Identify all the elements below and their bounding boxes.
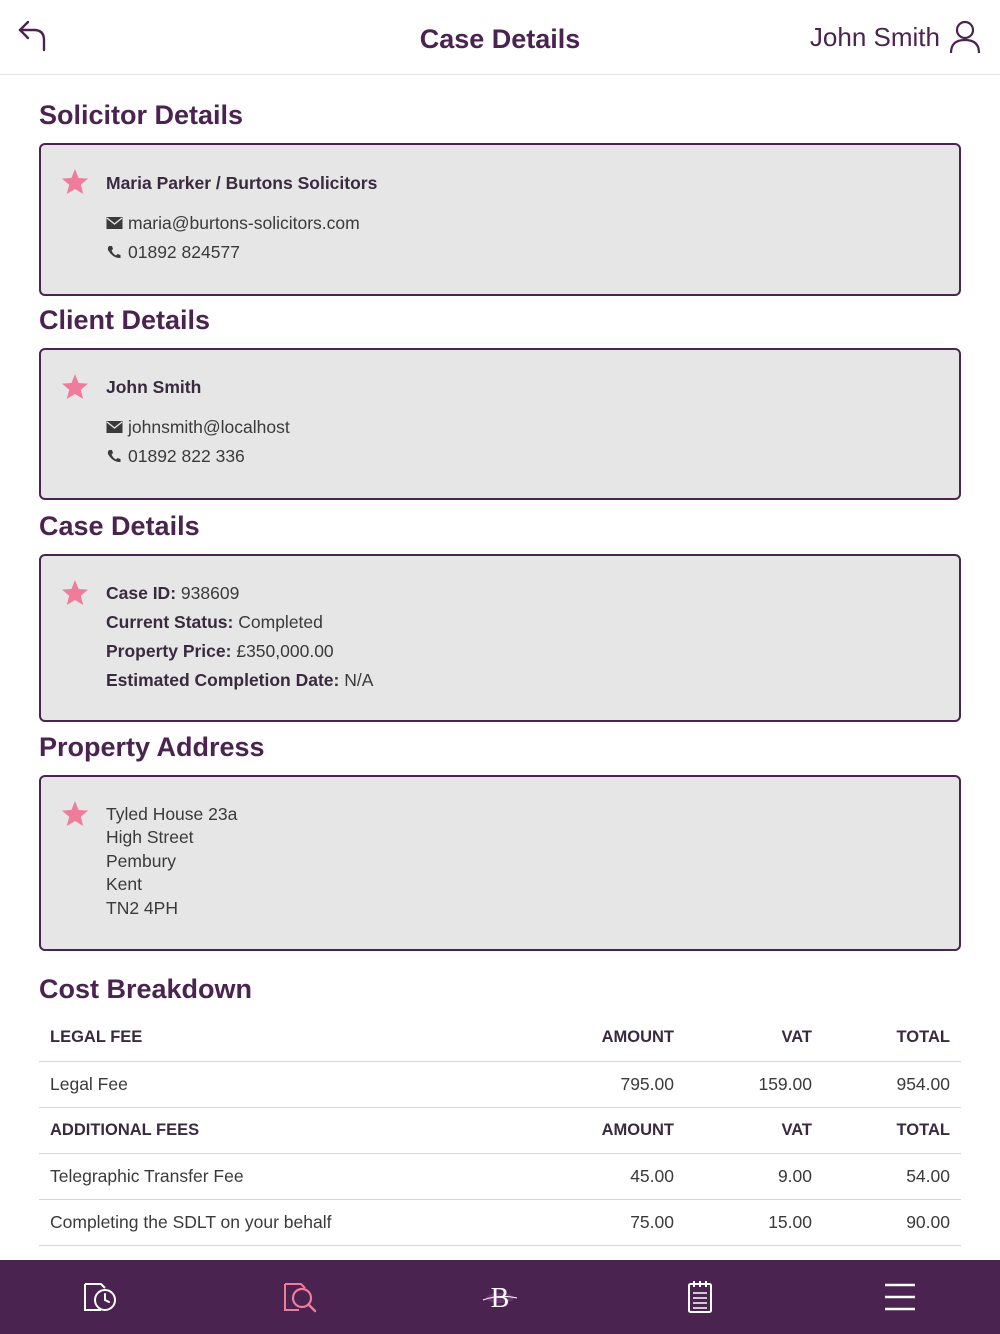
address-line: Kent [106,874,142,894]
user-name: John Smith [809,21,940,52]
table-row [39,1153,961,1199]
tab-menu[interactable] [800,1260,1000,1334]
property-price-label: Property Price: [106,641,232,661]
column-header: AMOUNT [547,1107,685,1153]
client-phone: 01892 822 336 [128,446,245,466]
client-email-row[interactable] [106,417,290,438]
fee-total: 90.00 [823,1199,961,1245]
address-line: Pembury [106,851,177,871]
case-card [39,554,961,722]
fee-name: Completing the SDLT on your behalf [39,1199,547,1245]
costs-section-title: Cost Breakdown [39,974,253,1004]
client-name: John Smith [106,377,202,397]
solicitor-name: Maria Parker / Burtons Solicitors [106,173,378,193]
client-phone-row[interactable] [106,446,245,467]
column-header: AMOUNT [547,1015,685,1061]
fee-total: 954.00 [823,1061,961,1107]
column-header: TOTAL [823,1015,961,1061]
fee-vat: 15.00 [685,1199,823,1245]
solicitor-phone: 01892 824577 [128,242,240,262]
case-section-title: Case Details [39,511,200,541]
case-status-label: Current Status: [106,612,234,632]
solicitor-email: maria@burtons-solicitors.com [128,213,360,233]
column-header: LEGAL FEE [39,1015,547,1061]
property-price-value: £350,000.00 [236,641,334,661]
column-header: ADDITIONAL FEES [39,1107,547,1153]
case-id-label: Case ID: [106,583,177,603]
address-line: TN2 4PH [106,898,178,918]
fee-name: Telegraphic Transfer Fee [39,1153,547,1199]
address-line: High Street [106,827,194,847]
fee-amount: 795.00 [547,1061,685,1107]
address-line: Tyled House 23a [106,804,238,824]
column-header: VAT [685,1107,823,1153]
client-section-title: Client Details [39,305,211,335]
fee-vat: 9.00 [685,1153,823,1199]
app-header [0,0,1000,75]
column-header: TOTAL [823,1107,961,1153]
case-status-row [106,612,323,633]
solicitor-phone-row[interactable] [106,242,240,263]
address-card [39,775,961,951]
solicitor-email-row[interactable] [106,213,360,234]
user-profile-button[interactable] [810,18,982,56]
brand-logo-icon [479,1276,521,1318]
solicitor-card [39,143,961,296]
property-price-row [106,641,334,662]
mail-icon [106,420,123,434]
completion-date-label: Estimated Completion Date: [106,670,340,690]
case-status-value: Completed [238,612,323,632]
column-header: VAT [685,1015,823,1061]
fee-name: Legal Fee [39,1061,547,1107]
phone-icon [106,245,123,259]
mail-icon [106,216,123,230]
star-icon[interactable] [61,579,89,607]
solicitor-section-title: Solicitor Details [39,100,244,130]
tab-home[interactable] [400,1260,600,1334]
star-icon[interactable] [61,168,89,196]
table-header-row [39,1015,961,1061]
client-card [39,348,961,500]
phone-icon [106,449,123,463]
user-icon [948,19,982,55]
address-section-title: Property Address [39,732,265,762]
tab-search-cases[interactable] [200,1260,400,1334]
table-header-row [39,1107,961,1153]
logo-letter: B [490,1283,510,1314]
fee-vat: 159.00 [685,1061,823,1107]
cost-table [39,1015,961,1246]
case-id-row [106,583,239,604]
client-email: johnsmith@localhost [128,417,290,437]
tab-notes[interactable] [600,1260,800,1334]
star-icon[interactable] [61,373,89,401]
menu-icon [879,1276,921,1318]
fee-total: 54.00 [823,1153,961,1199]
case-id-value: 938609 [180,583,240,603]
fee-amount: 45.00 [547,1153,685,1199]
bottom-tab-bar [0,1260,1000,1334]
notes-icon [679,1276,721,1318]
page-title: Case Details [419,24,581,54]
tab-case-history[interactable] [0,1260,200,1334]
search-cases-icon [279,1276,321,1318]
table-row [39,1199,961,1245]
table-row [39,1061,961,1107]
completion-date-row [106,670,373,691]
case-history-icon [79,1276,121,1318]
fee-amount: 75.00 [547,1199,685,1245]
completion-date-value: N/A [344,670,374,690]
star-icon[interactable] [61,800,89,828]
